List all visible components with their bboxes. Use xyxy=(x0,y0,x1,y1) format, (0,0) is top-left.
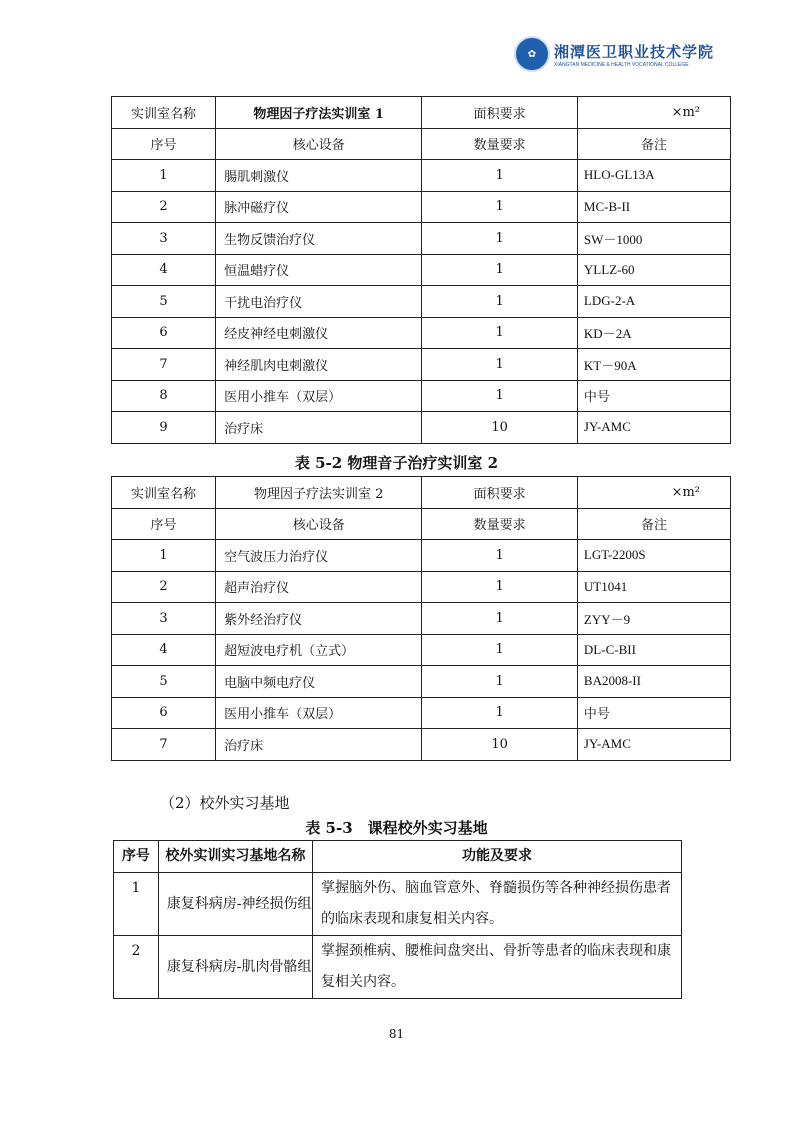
equipment-name: 超声治疗仪 xyxy=(216,571,422,603)
header-quantity: 数量要求 xyxy=(422,128,578,160)
quantity: 1 xyxy=(422,380,578,412)
table-row xyxy=(112,349,731,381)
quantity: 1 xyxy=(422,160,578,192)
header-base-name: 校外实训实习基地名称 xyxy=(158,841,312,873)
header-remark: 备注 xyxy=(577,508,730,540)
model-remark: BA2008-II xyxy=(577,666,730,698)
college-logo xyxy=(514,36,714,72)
room-label: 实训室名称 xyxy=(112,477,216,509)
row-index: 1 xyxy=(112,540,216,572)
table-row xyxy=(112,191,731,223)
model-remark: KT－90A xyxy=(577,349,730,381)
model-remark: DL-C-BII xyxy=(577,634,730,666)
quantity: 1 xyxy=(422,540,578,572)
function-requirements: 掌握颈椎病、腰椎间盘突出、骨折等患者的临床表现和康复相关内容。 xyxy=(313,936,682,999)
row-index: 7 xyxy=(112,729,216,761)
quantity: 10 xyxy=(422,412,578,444)
row-index: 3 xyxy=(112,223,216,255)
equipment-name: 经皮神经电刺激仪 xyxy=(216,317,422,349)
table-row xyxy=(112,317,731,349)
table-row xyxy=(112,666,731,698)
row-index: 6 xyxy=(112,317,216,349)
table-row xyxy=(114,936,682,999)
quantity: 1 xyxy=(422,666,578,698)
practice-base-table xyxy=(113,840,682,999)
table-row xyxy=(112,697,731,729)
table-row xyxy=(112,540,731,572)
quantity: 1 xyxy=(422,317,578,349)
table-row xyxy=(112,603,731,635)
equipment-name: 腸肌刺激仪 xyxy=(216,160,422,192)
room-label: 实训室名称 xyxy=(112,97,216,129)
quantity: 10 xyxy=(422,729,578,761)
header-function: 功能及要求 xyxy=(313,841,682,873)
equipment-name: 空气波压力治疗仪 xyxy=(216,540,422,572)
base-name: 康复科病房-肌肉骨骼组 xyxy=(158,936,312,999)
area-value: ×m² xyxy=(577,97,730,129)
table-row xyxy=(112,729,731,761)
row-index: 8 xyxy=(112,380,216,412)
area-label: 面积要求 xyxy=(422,97,578,129)
quantity: 1 xyxy=(422,697,578,729)
quantity: 1 xyxy=(422,349,578,381)
equipment-name: 医用小推车（双层） xyxy=(216,380,422,412)
quantity: 1 xyxy=(422,634,578,666)
header-quantity: 数量要求 xyxy=(422,508,578,540)
header-equipment: 核心设备 xyxy=(216,128,422,160)
equipment-name: 电脑中频电疗仪 xyxy=(216,666,422,698)
row-index: 1 xyxy=(112,160,216,192)
equipment-name: 医用小推车（双层） xyxy=(216,697,422,729)
base-name: 康复科病房-神经损伤组 xyxy=(158,873,312,936)
header-index: 序号 xyxy=(112,508,216,540)
model-remark: UT1041 xyxy=(577,571,730,603)
table-row xyxy=(112,97,731,129)
equipment-table-2 xyxy=(111,476,731,761)
model-remark: 中号 xyxy=(577,380,730,412)
equipment-name: 神经肌肉电刺激仪 xyxy=(216,349,422,381)
row-index: 2 xyxy=(112,571,216,603)
equipment-name: 干扰电治疗仪 xyxy=(216,286,422,318)
logo-english-name: XIANGTAN MEDICINE & HEALTH VOCATIONAL COLLEGE xyxy=(554,61,689,68)
row-index: 4 xyxy=(112,634,216,666)
table-row xyxy=(112,571,731,603)
model-remark: LDG-2-A xyxy=(577,286,730,318)
room-name: 物理因子疗法实训室 1 xyxy=(216,97,422,129)
page-number: 81 xyxy=(388,1027,405,1041)
equipment-name: 紫外经治疗仪 xyxy=(216,603,422,635)
table-row xyxy=(112,254,731,286)
row-index: 6 xyxy=(112,697,216,729)
table-2-caption: 表 5-2 物理音子治疗实训室 2 xyxy=(294,454,499,472)
row-index: 1 xyxy=(114,873,159,936)
table-row xyxy=(112,508,731,540)
model-remark: HLO-GL13A xyxy=(577,160,730,192)
equipment-name: 脉冲磁疗仪 xyxy=(216,191,422,223)
model-remark: SW－1000 xyxy=(577,223,730,255)
row-index: 5 xyxy=(112,286,216,318)
row-index: 2 xyxy=(114,936,159,999)
table-row xyxy=(114,873,682,936)
table-row xyxy=(112,286,731,318)
quantity: 1 xyxy=(422,571,578,603)
area-value: ×m² xyxy=(577,477,730,509)
equipment-name: 恒温蜡疗仪 xyxy=(216,254,422,286)
table-row xyxy=(112,223,731,255)
equipment-table-1 xyxy=(111,96,731,444)
row-index: 5 xyxy=(112,666,216,698)
row-index: 3 xyxy=(112,603,216,635)
row-index: 9 xyxy=(112,412,216,444)
function-requirements: 掌握脑外伤、脑血管意外、脊髓损伤等各种神经损伤患者的临床表现和康复相关内容。 xyxy=(313,873,682,936)
quantity: 1 xyxy=(422,603,578,635)
quantity: 1 xyxy=(422,223,578,255)
table-row xyxy=(112,477,731,509)
model-remark: MC-B-II xyxy=(577,191,730,223)
row-index: 4 xyxy=(112,254,216,286)
quantity: 1 xyxy=(422,286,578,318)
table-row xyxy=(112,380,731,412)
header-remark: 备注 xyxy=(577,128,730,160)
row-index: 2 xyxy=(112,191,216,223)
room-name: 物理因子疗法实训室 2 xyxy=(216,477,422,509)
quantity: 1 xyxy=(422,254,578,286)
quantity: 1 xyxy=(422,191,578,223)
model-remark: 中号 xyxy=(577,697,730,729)
area-label: 面积要求 xyxy=(422,477,578,509)
equipment-name: 治疗床 xyxy=(216,729,422,761)
table-row xyxy=(112,634,731,666)
equipment-name: 治疗床 xyxy=(216,412,422,444)
model-remark: LGT-2200S xyxy=(577,540,730,572)
model-remark: ZYY－9 xyxy=(577,603,730,635)
model-remark: KD－2A xyxy=(577,317,730,349)
equipment-name: 超短波电疗机（立式） xyxy=(216,634,422,666)
table-row xyxy=(112,128,731,160)
header-index: 序号 xyxy=(114,841,159,873)
model-remark: JY-AMC xyxy=(577,412,730,444)
table-row xyxy=(112,412,731,444)
model-remark: YLLZ-60 xyxy=(577,254,730,286)
college-seal-icon: ✿ xyxy=(514,36,550,72)
row-index: 7 xyxy=(112,349,216,381)
table-3-caption: 表 5-3 课程校外实习基地 xyxy=(305,819,488,837)
header-index: 序号 xyxy=(112,128,216,160)
logo-chinese-name: 湘潭医卫职业技术学院 xyxy=(554,42,715,61)
table-row xyxy=(114,841,682,873)
equipment-name: 生物反馈治疗仪 xyxy=(216,223,422,255)
model-remark: JY-AMC xyxy=(577,729,730,761)
table-row xyxy=(112,160,731,192)
section-heading: （2）校外实习基地 xyxy=(160,794,290,812)
header-equipment: 核心设备 xyxy=(216,508,422,540)
